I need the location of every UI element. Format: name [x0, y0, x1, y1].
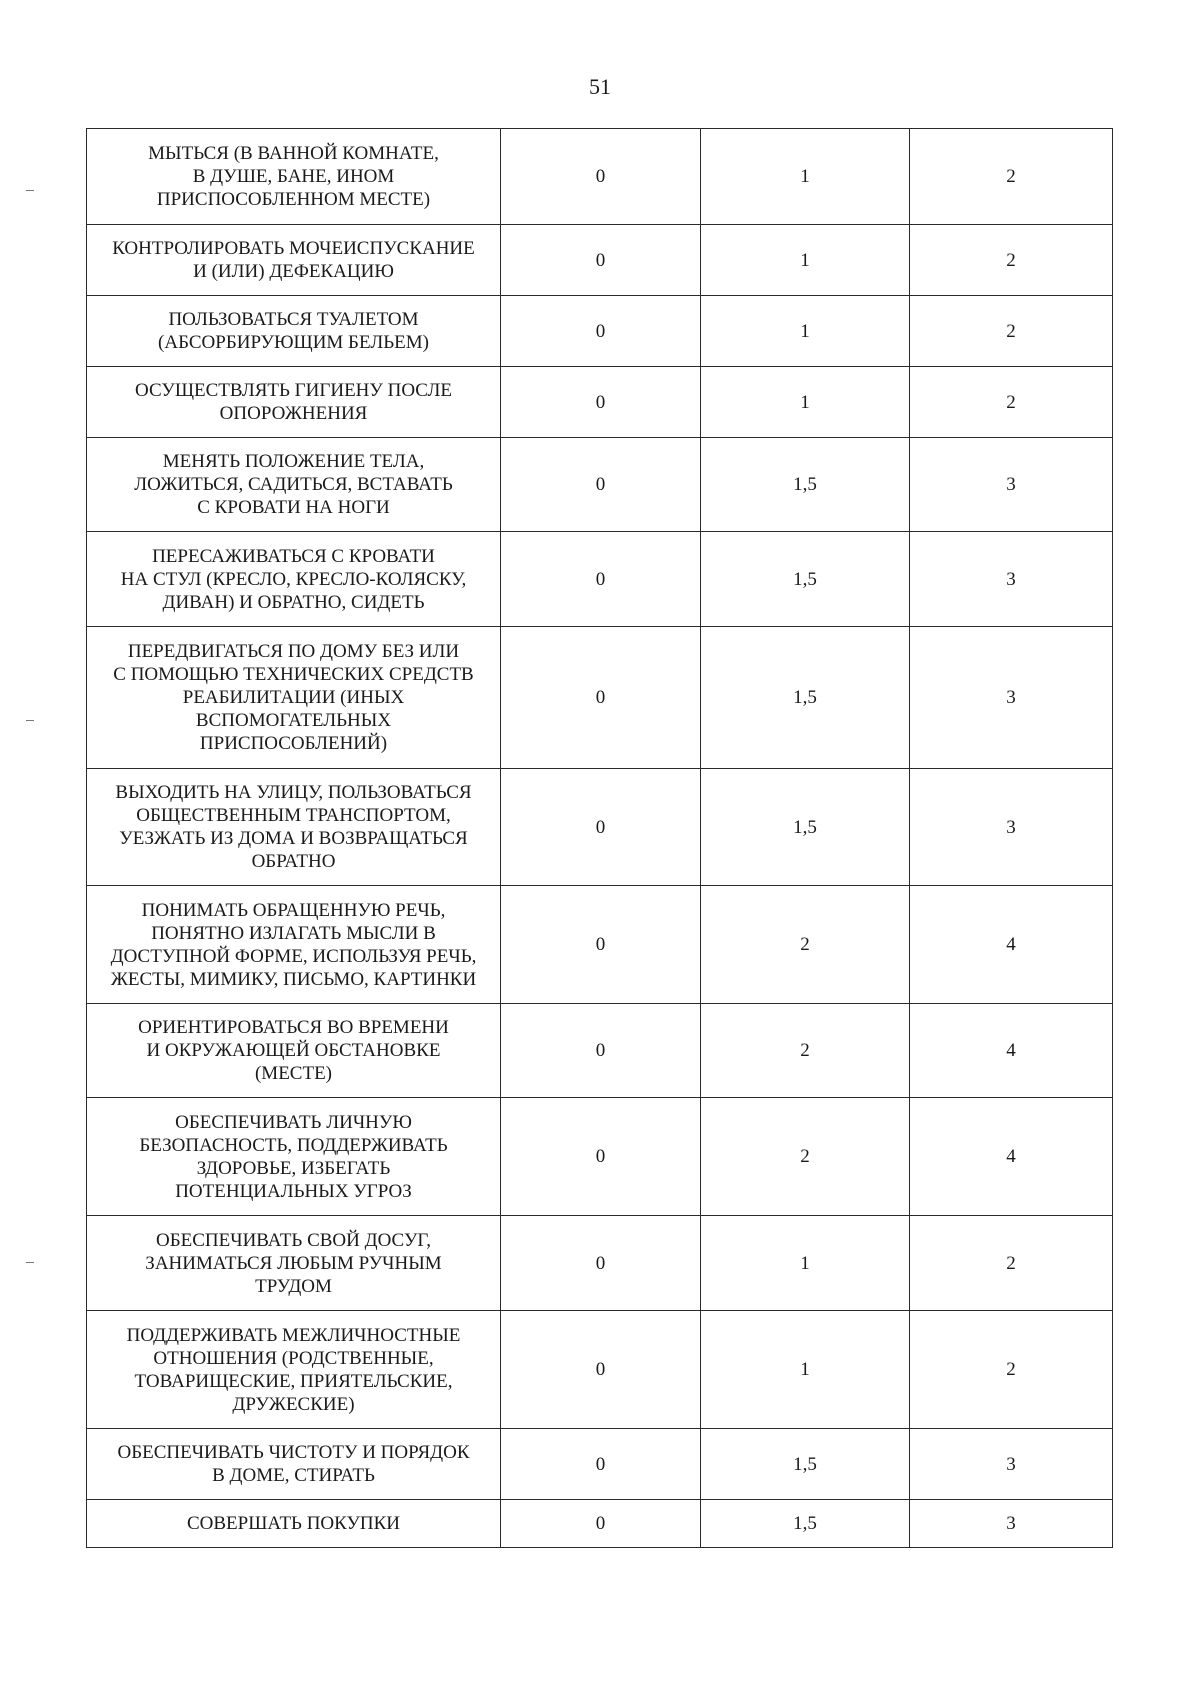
- score-cell-3: 3: [910, 627, 1113, 769]
- activity-text-line: ТОВАРИЩЕСКИЕ, ПРИЯТЕЛЬСКИЕ,: [134, 1370, 453, 1392]
- score-cell-3: 3: [910, 1500, 1113, 1548]
- table-row: [87, 129, 1113, 225]
- activity-text-line: МЕНЯТЬ ПОЛОЖЕНИЕ ТЕЛА,: [162, 451, 425, 472]
- activity-cell: [87, 1429, 501, 1500]
- score-cell-2: 1: [701, 129, 910, 225]
- activity-cell: [87, 1311, 501, 1429]
- activity-text-line: ТРУДОМ: [255, 1275, 332, 1297]
- activity-text-line: ДРУЖЕСКИЕ): [232, 1393, 355, 1415]
- table-row: [87, 1500, 1113, 1548]
- score-cell-2: 1,5: [701, 1500, 910, 1548]
- score-cell-1: 0: [501, 367, 701, 438]
- activity-text-line: КОНТРОЛИРОВАТЬ МОЧЕИСПУСКАНИЕ: [112, 238, 475, 259]
- score-cell-1: 0: [501, 886, 701, 1004]
- score-cell-2: 1,5: [701, 769, 910, 886]
- activity-cell: [87, 627, 501, 769]
- activity-text-line: ОТНОШЕНИЯ (РОДСТВЕННЫЕ,: [153, 1347, 434, 1369]
- activity-text-line: ДИВАН) И ОБРАТНО, СИДЕТЬ: [162, 591, 425, 613]
- score-cell-2: 1: [701, 367, 910, 438]
- score-cell-3: 3: [910, 769, 1113, 886]
- activity-text-line: ПОДДЕРЖИВАТЬ МЕЖЛИЧНОСТНЫЕ: [126, 1324, 461, 1346]
- activity-text-line: ПОТЕНЦИАЛЬНЫХ УГРОЗ: [175, 1180, 412, 1202]
- score-cell-3: 2: [910, 129, 1113, 225]
- score-cell-2: 1: [701, 296, 910, 367]
- table-row: [87, 296, 1113, 367]
- activity-text-line: ОПОРОЖНЕНИЯ: [219, 403, 368, 424]
- activity-text-line: ПРИСПОСОБЛЕННОМ МЕСТЕ): [156, 189, 431, 210]
- score-cell-2: 1,5: [701, 1429, 910, 1500]
- activity-cell: [87, 438, 501, 532]
- score-cell-1: 0: [501, 1500, 701, 1548]
- activity-text-line: ЗДОРОВЬЕ, ИЗБЕГАТЬ: [196, 1157, 391, 1179]
- score-cell-1: 0: [501, 1216, 701, 1311]
- margin-scan-mark: [26, 190, 34, 191]
- table-row: [87, 1216, 1113, 1311]
- table-row: [87, 225, 1113, 296]
- activity-text-line: БЕЗОПАСНОСТЬ, ПОДДЕРЖИВАТЬ: [139, 1134, 448, 1156]
- score-cell-3: 2: [910, 1216, 1113, 1311]
- activity-text-line: В ДУШЕ, БАНЕ, ИНОМ: [192, 166, 395, 187]
- table-row: [87, 367, 1113, 438]
- score-cell-2: 1: [701, 1216, 910, 1311]
- score-cell-2: 2: [701, 1098, 910, 1216]
- table-row: [87, 769, 1113, 886]
- score-cell-3: 4: [910, 1004, 1113, 1098]
- activity-cell: [87, 129, 501, 225]
- score-cell-3: 2: [910, 1311, 1113, 1429]
- score-cell-3: 4: [910, 1098, 1113, 1216]
- activity-cell: [87, 367, 501, 438]
- activity-text-line: УЕЗЖАТЬ ИЗ ДОМА И ВОЗВРАЩАТЬСЯ: [119, 828, 468, 849]
- activity-text-line: С ПОМОЩЬЮ ТЕХНИЧЕСКИХ СРЕДСТВ: [113, 664, 474, 685]
- score-cell-1: 0: [501, 1429, 701, 1500]
- activity-text-line: ЖЕСТЫ, МИМИКУ, ПИСЬМО, КАРТИНКИ: [110, 968, 477, 990]
- score-cell-3: 4: [910, 886, 1113, 1004]
- activity-text-line: МЫТЬСЯ (В ВАННОЙ КОМНАТЕ,: [148, 143, 439, 164]
- activity-text-line: ПЕРЕСАЖИВАТЬСЯ С КРОВАТИ: [152, 545, 435, 567]
- margin-scan-mark: [26, 720, 34, 721]
- activity-text-line: СОВЕРШАТЬ ПОКУПКИ: [186, 1513, 401, 1534]
- activity-text-line: ОСУЩЕСТВЛЯТЬ ГИГИЕНУ ПОСЛЕ: [135, 380, 452, 401]
- score-cell-3: 2: [910, 225, 1113, 296]
- score-cell-3: 3: [910, 532, 1113, 627]
- activity-text-line: ОБЩЕСТВЕННЫМ ТРАНСПОРТОМ,: [136, 805, 451, 826]
- activity-text-line: ЛОЖИТЬСЯ, САДИТЬСЯ, ВСТАВАТЬ: [134, 474, 453, 495]
- activity-text-line: ОБЕСПЕЧИВАТЬ ЧИСТОТУ И ПОРЯДОК: [117, 1442, 470, 1463]
- table-body: [87, 129, 1113, 1548]
- table-row: [87, 1004, 1113, 1098]
- score-cell-2: 1,5: [701, 627, 910, 769]
- score-cell-1: 0: [501, 769, 701, 886]
- activity-text-line: (АБСОРБИРУЮЩИМ БЕЛЬЕМ): [158, 332, 429, 353]
- score-cell-2: 2: [701, 886, 910, 1004]
- score-cell-3: 3: [910, 438, 1113, 532]
- margin-scan-mark: [26, 1262, 34, 1263]
- score-cell-1: 0: [501, 627, 701, 769]
- table-row: [87, 438, 1113, 532]
- activity-text-line: ПОЛЬЗОВАТЬСЯ ТУАЛЕТОМ: [168, 309, 419, 330]
- table-row: [87, 886, 1113, 1004]
- activity-text-line: И ОКРУЖАЮЩЕЙ ОБСТАНОВКЕ: [146, 1040, 441, 1061]
- table-row: [87, 1429, 1113, 1500]
- table-row: [87, 1098, 1113, 1216]
- score-cell-1: 0: [501, 1004, 701, 1098]
- score-cell-1: 0: [501, 225, 701, 296]
- activity-text-line: ОБЕСПЕЧИВАТЬ ЛИЧНУЮ: [175, 1111, 412, 1133]
- activity-text-line: ПРИСПОСОБЛЕНИЙ): [199, 733, 388, 754]
- score-cell-2: 1,5: [701, 532, 910, 627]
- activity-score-table: [86, 128, 1113, 1548]
- activity-cell: [87, 1098, 501, 1216]
- activity-cell: [87, 886, 501, 1004]
- activity-text-line: ВСПОМОГАТЕЛЬНЫХ: [195, 710, 392, 731]
- activity-text-line: ПОНИМАТЬ ОБРАЩЕННУЮ РЕЧЬ,: [141, 899, 446, 921]
- score-cell-2: 2: [701, 1004, 910, 1098]
- activity-text-line: (МЕСТЕ): [254, 1063, 333, 1084]
- activity-text-line: В ДОМЕ, СТИРАТЬ: [212, 1465, 375, 1486]
- activity-cell: [87, 769, 501, 886]
- score-cell-2: 1: [701, 1311, 910, 1429]
- table-row: [87, 1311, 1113, 1429]
- score-cell-1: 0: [501, 296, 701, 367]
- score-cell-3: 2: [910, 367, 1113, 438]
- activity-text-line: ВЫХОДИТЬ НА УЛИЦУ, ПОЛЬЗОВАТЬСЯ: [115, 782, 472, 803]
- score-cell-1: 0: [501, 532, 701, 627]
- score-cell-3: 3: [910, 1429, 1113, 1500]
- score-cell-2: 1,5: [701, 438, 910, 532]
- score-cell-1: 0: [501, 129, 701, 225]
- activity-text-line: ДОСТУПНОЙ ФОРМЕ, ИСПОЛЬЗУЯ РЕЧЬ,: [110, 945, 477, 967]
- score-cell-1: 0: [501, 1311, 701, 1429]
- activity-text-line: ОБЕСПЕЧИВАТЬ СВОЙ ДОСУГ,: [155, 1229, 432, 1251]
- score-cell-1: 0: [501, 438, 701, 532]
- table-row: [87, 532, 1113, 627]
- activity-cell: [87, 1004, 501, 1098]
- activity-cell: [87, 225, 501, 296]
- table-row: [87, 627, 1113, 769]
- activity-text-line: ПОНЯТНО ИЗЛАГАТЬ МЫСЛИ В: [151, 922, 436, 944]
- activity-cell: [87, 296, 501, 367]
- activity-text-line: ЗАНИМАТЬСЯ ЛЮБЫМ РУЧНЫМ: [145, 1252, 442, 1274]
- page-number: 51: [589, 74, 611, 99]
- activity-text-line: ОРИЕНТИРОВАТЬСЯ ВО ВРЕМЕНИ: [138, 1017, 449, 1038]
- score-cell-3: 2: [910, 296, 1113, 367]
- activity-cell: [87, 1500, 501, 1548]
- activity-text-line: НА СТУЛ (КРЕСЛО, КРЕСЛО-КОЛЯСКУ,: [120, 568, 467, 590]
- activity-text-line: И (ИЛИ) ДЕФЕКАЦИЮ: [193, 261, 394, 282]
- score-cell-2: 1: [701, 225, 910, 296]
- activity-cell: [87, 1216, 501, 1311]
- activity-text-line: С КРОВАТИ НА НОГИ: [197, 497, 390, 518]
- activity-cell: [87, 532, 501, 627]
- activity-text-line: ОБРАТНО: [251, 851, 336, 872]
- activity-text-line: ПЕРЕДВИГАТЬСЯ ПО ДОМУ БЕЗ ИЛИ: [127, 641, 460, 662]
- activity-text-line: РЕАБИЛИТАЦИИ (ИНЫХ: [182, 687, 405, 708]
- score-cell-1: 0: [501, 1098, 701, 1216]
